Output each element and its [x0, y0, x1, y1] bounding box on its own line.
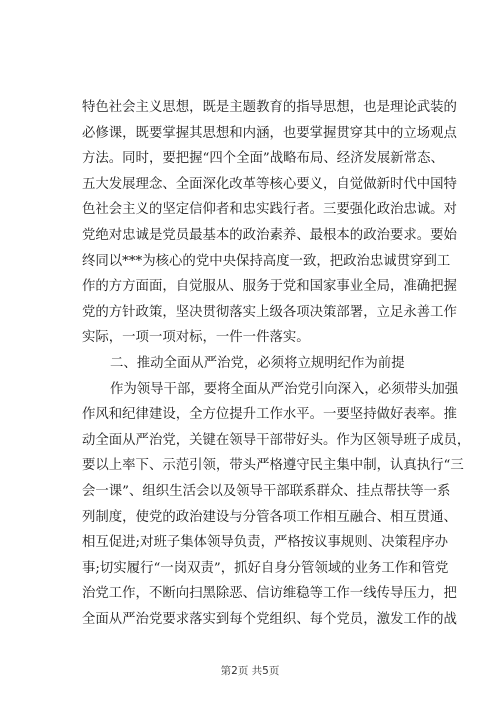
- document-body: [82, 95, 471, 632]
- text-line: 列制度，使党的政治建设与分管各项工作相互融合、相互贯通、: [82, 509, 457, 525]
- paragraph-end-line: 实际，一项一项对标，一件一件落实。: [82, 330, 310, 346]
- text-line: 要以上率下、示范引领，带头严格遵守民主集中制，认真执行“三: [82, 458, 464, 474]
- paragraph-first-line: 作为领导干部，要将全面从严治党引向深入，必须带头加强: [110, 381, 459, 397]
- text-line: 必修课，既要掌握其思想和内涵，也要掌握贯穿其中的立场观点: [82, 125, 457, 141]
- text-line: 事;切实履行“一岗双责”，抓好自身分管领域的业务工作和管党: [82, 560, 449, 576]
- text-line: 动全面从严治党，关键在领导干部带好头。作为区领导班子成员，: [82, 432, 471, 448]
- text-line: 终同以***为核心的党中央保持高度一致，把政治忠诚贯穿到工: [82, 253, 451, 269]
- text-line: 作风和纪律建设，全方位提升工作水平。一要坚持做好表率。推: [82, 407, 457, 423]
- text-line: 作的方方面面，自觉服从、服务于党和国家事业全局，准确把握: [82, 279, 457, 295]
- text-line: 党绝对忠诚是党员最基本的政治素养、最根本的政治要求。要始: [82, 227, 457, 243]
- text-line: 方法。同时，要把握“四个全面”战略布局、经济发展新常态、: [82, 151, 444, 167]
- text-line: 会一课”、组织生活会以及领导干部联系群众、挂点帮扶等一系: [82, 483, 451, 499]
- section-heading: 二、推动全面从严治党，必须将立规明纪作为前提: [110, 355, 405, 371]
- text-line: 全面从严治党要求落实到每个党组织、每个党员，激发工作的战: [82, 611, 457, 627]
- text-line: 相互促进;对班子集体领导负责，严格按议事规则、决策程序办: [82, 535, 449, 551]
- page-number-footer: 第2页 共5页: [220, 665, 280, 677]
- text-line: 治党工作，不断向扫黑除恶、信访维稳等工作一线传导压力，把: [82, 586, 457, 602]
- text-line: 特色社会主义思想，既是主题教育的指导思想，也是理论武装的: [82, 100, 457, 115]
- text-line: 色社会主义的坚定信仰者和忠实践行者。三要强化政治忠诚。对: [82, 202, 457, 218]
- text-line: 党的方针政策，坚决贯彻落实上级各项决策部署，立足永善工作: [82, 304, 457, 320]
- text-line: 五大发展理念、全面深化改革等核心要义，自觉做新时代中国特: [82, 176, 457, 192]
